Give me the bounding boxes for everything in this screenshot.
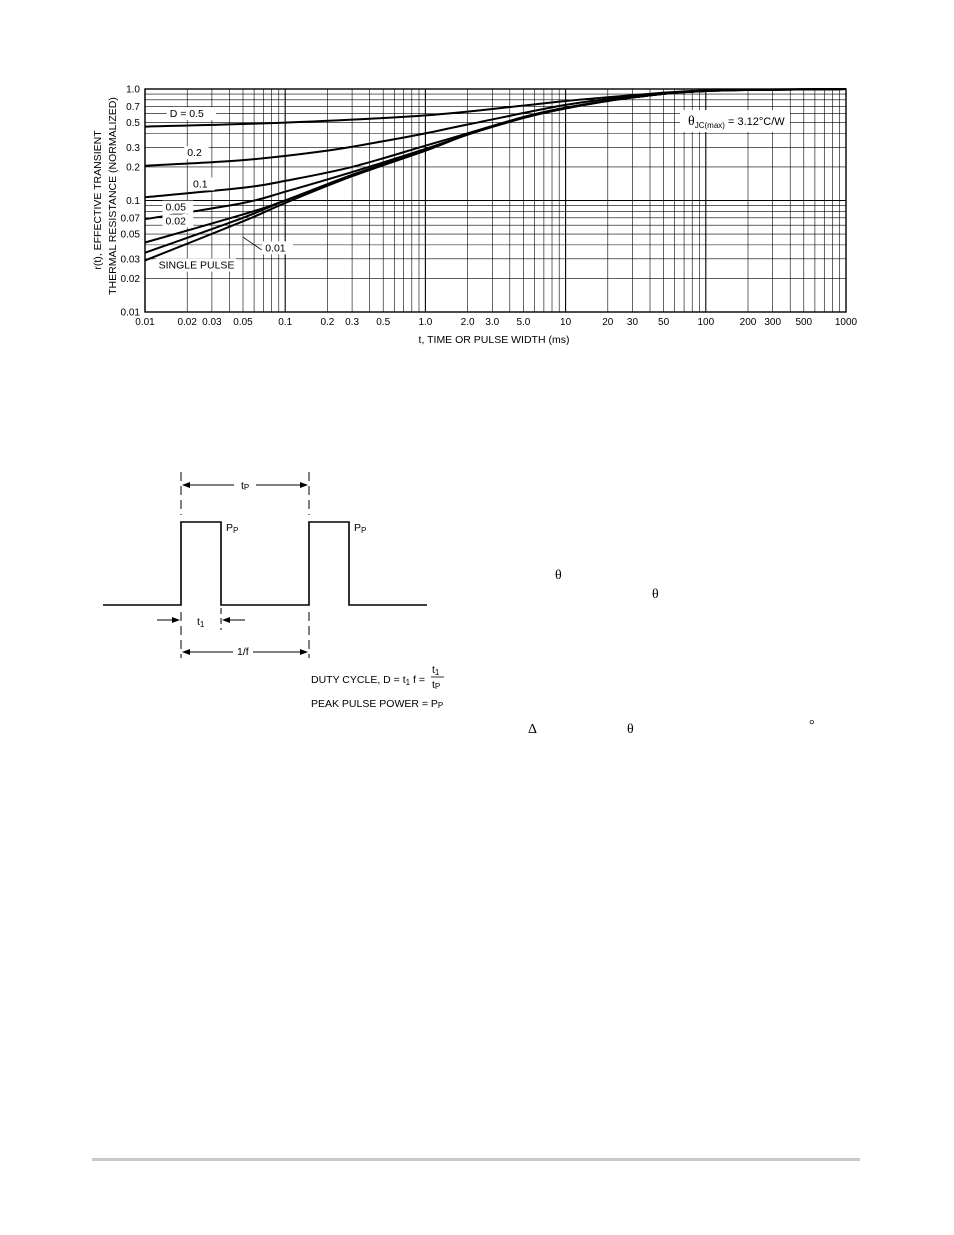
y-tick-label: 0.01 bbox=[120, 307, 140, 319]
period-label: 1/f bbox=[237, 646, 249, 658]
series-label: D = 0.5 bbox=[169, 108, 204, 121]
series-label: 0.1 bbox=[193, 178, 208, 191]
x-tick-label: 50 bbox=[658, 317, 670, 328]
x-tick-label: 5.0 bbox=[516, 317, 531, 328]
x-tick-label: 0.1 bbox=[278, 317, 293, 328]
footer-rule bbox=[92, 1158, 860, 1161]
series-label: 0.05 bbox=[165, 201, 186, 214]
x-tick-label: 0.5 bbox=[376, 317, 391, 328]
y-tick-label: 0.5 bbox=[126, 118, 140, 130]
x-tick-label: 0.02 bbox=[177, 317, 197, 328]
y-tick-label: 1.0 bbox=[126, 84, 140, 96]
y-tick-label: 0.7 bbox=[126, 101, 140, 113]
tp-label: tP bbox=[241, 480, 250, 492]
x-tick-label: 0.05 bbox=[233, 317, 253, 328]
series-label: 0.2 bbox=[187, 147, 202, 160]
peak-pulse-power-formula: PEAK PULSE POWER = PP bbox=[311, 698, 444, 710]
duty-fraction-numerator: t1 bbox=[432, 664, 440, 677]
period-arrowhead-left bbox=[182, 649, 190, 655]
pp-label-second: PP bbox=[354, 522, 367, 535]
x-tick-label: 3.0 bbox=[485, 317, 500, 328]
t1-arrowhead-left bbox=[172, 617, 180, 623]
degree-symbol: ° bbox=[809, 718, 815, 733]
theta-jc-annotation: $\theta_{JC(max)} = 3.12^\circ C/W$ bbox=[688, 114, 785, 130]
theta-symbol-1: θ bbox=[555, 568, 562, 583]
y-tick-label: 0.3 bbox=[126, 142, 140, 154]
y-tick-label: 0.1 bbox=[126, 196, 140, 207]
tp-arrowhead-right bbox=[300, 482, 308, 488]
x-tick-label: 100 bbox=[697, 317, 715, 328]
x-tick-label: 0.3 bbox=[345, 317, 360, 328]
tp-arrowhead-left bbox=[182, 482, 190, 488]
series-label: 0.02 bbox=[165, 215, 186, 228]
series-label: 0.01 bbox=[265, 242, 286, 255]
y-tick-label: 0.02 bbox=[120, 273, 140, 285]
theta-symbol-3: θ bbox=[627, 722, 634, 737]
t1-label: t1 bbox=[197, 616, 205, 629]
x-tick-label: 0.2 bbox=[320, 317, 335, 328]
y-tick-label: 0.05 bbox=[120, 229, 140, 241]
pulse-waveform bbox=[103, 522, 427, 605]
y-axis-label-line1: r(t), EFFECTIVE TRANSIENT bbox=[92, 130, 104, 270]
period-arrowhead-right bbox=[300, 649, 308, 655]
x-tick-label: 20 bbox=[602, 317, 614, 328]
duty-fraction-denominator: tP bbox=[432, 679, 441, 691]
x-tick-label: 30 bbox=[626, 317, 639, 328]
x-tick-label: 10 bbox=[560, 317, 572, 328]
t1-arrowhead-right bbox=[222, 617, 230, 623]
x-tick-label: 1000 bbox=[834, 317, 858, 328]
y-tick-label: 0.03 bbox=[120, 254, 140, 266]
pp-label-first: PP bbox=[226, 522, 239, 535]
x-tick-label: 500 bbox=[795, 317, 813, 328]
x-axis-label: t, TIME OR PULSE WIDTH (ms) bbox=[418, 334, 570, 346]
y-tick-label: 0.2 bbox=[126, 162, 140, 174]
y-tick-label: 0.07 bbox=[120, 213, 140, 225]
x-tick-label: 300 bbox=[764, 317, 782, 328]
theta-symbol-2: θ bbox=[652, 587, 659, 602]
x-tick-label: 1.0 bbox=[418, 317, 433, 328]
x-tick-label: 0.03 bbox=[202, 317, 222, 328]
y-axis-label-line2: THERMAL RESISTANCE (NORMALIZED) bbox=[107, 97, 119, 295]
x-tick-label: 200 bbox=[739, 317, 757, 328]
x-tick-label: 2.0 bbox=[460, 317, 475, 328]
x-tick-label: 0.01 bbox=[135, 317, 155, 328]
delta-symbol: Δ bbox=[528, 722, 538, 737]
series-label: SINGLE PULSE bbox=[158, 259, 235, 272]
duty-cycle-formula: DUTY CYCLE, D = t1 f = bbox=[311, 674, 425, 687]
